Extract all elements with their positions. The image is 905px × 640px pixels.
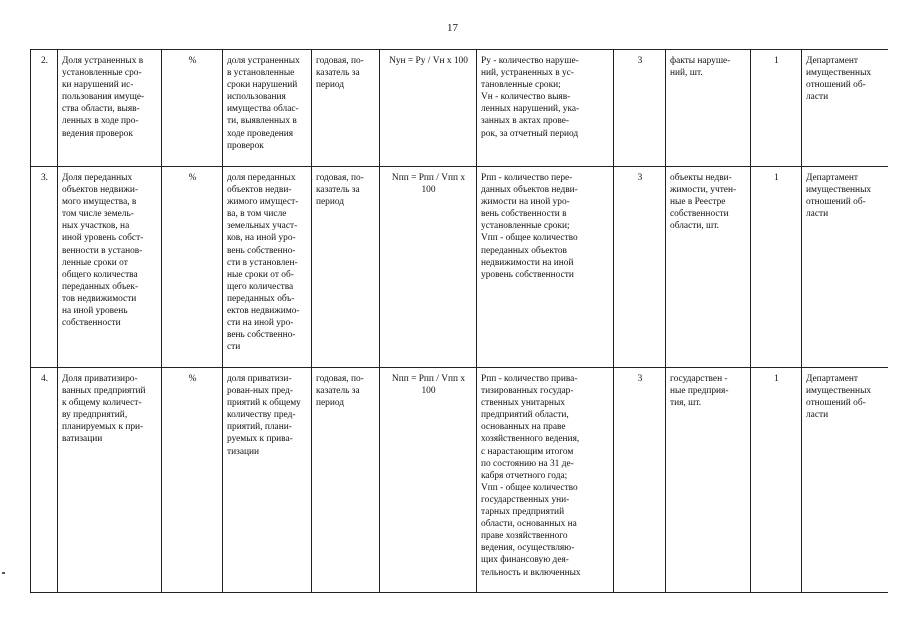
table-row bbox=[31, 50, 888, 167]
unit-of-measure: % bbox=[162, 368, 223, 593]
calculation-formula: Nун = Ру / Vн х 100 bbox=[380, 50, 477, 167]
row-number: 2. bbox=[31, 50, 58, 167]
coverage: 1 bbox=[751, 50, 802, 167]
indicator-name: Доля приватизиро- ванных предприятий к общему количест- ву предприятий, планируемых к при- ватизации bbox=[58, 368, 162, 593]
unit-of-measure: % bbox=[162, 50, 223, 167]
observation-unit: государствен - ные предприя- тия, шт. bbox=[666, 368, 751, 593]
margin-mark bbox=[2, 572, 5, 574]
observation-unit: факты наруше- ний, шт. bbox=[666, 50, 751, 167]
coverage: 1 bbox=[751, 368, 802, 593]
table-row bbox=[31, 167, 888, 368]
table-row bbox=[31, 368, 888, 593]
time-characteristic: годовая, по- казатель за период bbox=[312, 50, 380, 167]
collection-method: 3 bbox=[614, 368, 666, 593]
time-characteristic: годовая, по- казатель за период bbox=[312, 368, 380, 593]
responsible-department: Департамент имущественных отношений об- ласти bbox=[802, 167, 888, 368]
basic-indicators: Рпп - количество пере- данных объектов недви- жимости на иной уро- вень собственности в установленные сроки; Vпп - общее количество переданных объектов недвижимости на иной уровень собственности bbox=[477, 167, 614, 368]
basic-indicators: Рпп - количество прива- тизированных государ- ственных унитарных предприятий области, основанных на праве хозяйственного ведения, с нарастающим итогом по состоянию на 31 де- кабря отчетного года; Vпп - общее количество государственных уни- тарных предприятий области, основанных на праве хозяйственного ведения, осуществляю- щих финансовую дея- тельность и включенных bbox=[477, 368, 614, 593]
row-number: 4. bbox=[31, 368, 58, 593]
page-number: 17 bbox=[447, 22, 458, 34]
time-characteristic: годовая, по- казатель за период bbox=[312, 167, 380, 368]
calculation-formula: Nпп = Рпп / Vпп х 100 bbox=[380, 368, 477, 593]
collection-method: 3 bbox=[614, 50, 666, 167]
indicator-definition: доля приватизи- рован-ных пред- приятий к общему количеству пред- приятий, плани- руемых к прива- тизации bbox=[223, 368, 312, 593]
coverage: 1 bbox=[751, 167, 802, 368]
row-number: 3. bbox=[31, 167, 58, 368]
indicator-name: Доля устраненных в установленные сро- ки нарушений ис- пользования имуще- ства области, выяв- ленных в ходе про- ведения проверок bbox=[58, 50, 162, 167]
responsible-department: Департамент имущественных отношений об- ласти bbox=[802, 368, 888, 593]
calculation-formula: Nпп = Рпп / Vпп х 100 bbox=[380, 167, 477, 368]
collection-method: 3 bbox=[614, 167, 666, 368]
observation-unit: объекты недви- жимости, учтен- ные в Реестре собственности области, шт. bbox=[666, 167, 751, 368]
indicator-definition: доля переданных объектов недви- жимого имущест- ва, в том числе земельных участ- ков, на иной уро- вень собственно- сти в установлен- ные сроки от об- щего количества переданных объ- ектов недвижимо- сти на иной уро- вень собственно- сти bbox=[223, 167, 312, 368]
indicator-definition: доля устраненных в установленные сроки нарушений использования имущества облас- ти, выявленных в ходе проведения проверок bbox=[223, 50, 312, 167]
indicators-table bbox=[30, 49, 888, 593]
unit-of-measure: % bbox=[162, 167, 223, 368]
indicator-name: Доля переданных объектов недвижи- мого имущества, в том числе земель- ных участков, на иной уровень собст- венности в установ- ленные сроки от общего количества переданных объек- тов недвижимости на иной уровень собственности bbox=[58, 167, 162, 368]
basic-indicators: Ру - количество наруше- ний, устраненных в ус- тановленные сроки; Vн - количество выяв- ленных нарушений, ука- занных в актах прове- рок, за отчетный период bbox=[477, 50, 614, 167]
responsible-department: Департамент имущественных отношений об- ласти bbox=[802, 50, 888, 167]
